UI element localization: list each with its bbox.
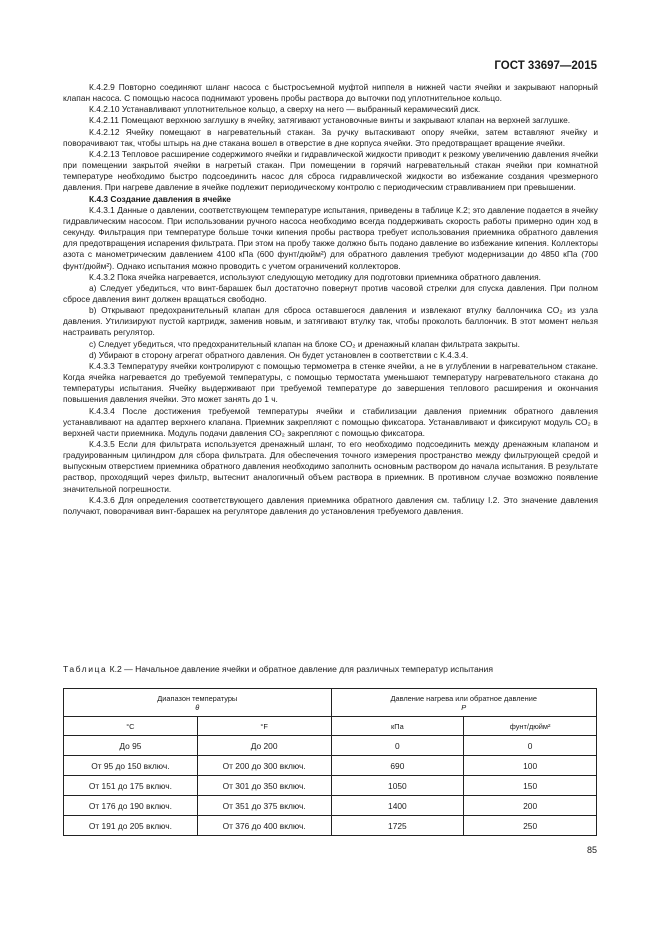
table-header-row bbox=[64, 689, 597, 717]
table-cell: 100 bbox=[464, 756, 597, 776]
table-units-row bbox=[64, 717, 597, 736]
paragraph: К.4.3.2 Пока ячейка нагревается, используют следующую методику для подготовки приемника обратного давления. bbox=[89, 271, 541, 282]
table-cell: От 176 до 190 включ. bbox=[64, 796, 198, 816]
table-cell: 150 bbox=[464, 776, 597, 796]
unit-psi: фунт/дюйм² bbox=[464, 717, 597, 736]
table-cell: 250 bbox=[464, 816, 597, 836]
table-cell: 690 bbox=[331, 756, 464, 776]
table-cell: 1050 bbox=[331, 776, 464, 796]
list-item: d) Убирают в сторону агрегат обратного давления. Он будет установлен в соответствии с К.4.3.4. bbox=[89, 349, 469, 360]
temperature-range-header bbox=[64, 689, 332, 717]
pressure-header bbox=[331, 689, 597, 717]
pressure-table bbox=[63, 688, 597, 836]
table-caption bbox=[63, 664, 598, 675]
paragraph: К.4.2.9 Повторно соединяют шланг насоса с быстросъемной муфтой ниппеля в нижней части ячейки и закрывают напорный клапан насоса. С помощью насоса поднимают уровень пробы раствора до выточки под уплотнительное кольцо. bbox=[63, 82, 598, 104]
list-item: a) Следует убедиться, что винт-барашек был достаточно повернут против часовой стрелки для спуска давления. При полном сбросе давления винт должен вращаться свободно. bbox=[63, 282, 598, 304]
table-caption-text: К.2 — Начальное давление ячейки и обратное давление для различных температур испытания bbox=[107, 664, 494, 674]
list-item: b) Открывают предохранительный клапан для сброса оставшегося давления и извлекают втулку баллончика CO₂ из узла давления. Утилизируют пустой картридж, заменив новым, и затягивают втулку так, чтобы проколоть баллончик. В этот момент нельзя настраивать регулятор. bbox=[63, 305, 598, 338]
pressure-title: Давление нагрева или обратное давление bbox=[390, 693, 537, 703]
table-cell: До 200 bbox=[197, 736, 331, 756]
paragraph: К.4.3.3 Температуру ячейки контролируют с помощью термометра в стенке ячейки, а не в углублении в нагревательном стакане. Когда ячейка нагревается до требуемой температуры, с помощью термостата уменьшают температуру нагревательного стакана до температуры испытания. Ячейку выдерживают при требуемой температуре до завершения теплового расширения и окончания повышения давления ячейки. Это может занять до 1 ч. bbox=[63, 360, 598, 405]
paragraph: К.4.3.1 Данные о давлении, соответствующем температуре испытания, приведены в таблице К.2; это давление подается в ячейку гидравлическим насосом. При использовании ручного насоса необходимо всегда поддерживать скорость работы примерно один ход в секунду. Фильтрация при температуре больше точки кипения пробы раствора требует использования приемника обратного давления для предотвращения испарения фильтрата. При этом на пробу также должно быть подано давление во избежание кипения. Коллекторы азота с манометрическим давлением 4100 кПа (600 фунт/дюйм²) для обратного давления требуют модернизации до 4850 кПа (700 фунт/дюйм²). Однако испытания можно проводить с учетом ограничений коллекторов. bbox=[63, 204, 598, 271]
table-cell: От 200 до 300 включ. bbox=[197, 756, 331, 776]
paragraph: К.4.2.10 Устанавливают уплотнительное кольцо, а сверху на него — выбранный керамический диск. bbox=[89, 104, 481, 115]
temperature-range-title: Диапазон температуры bbox=[157, 693, 238, 703]
table-row bbox=[64, 796, 597, 816]
paragraph: К.4.3.5 Если для фильтрата используется дренажный шланг, то его необходимо подсоединить между дренажным клапаном и градуированным цилиндром для сбора фильтрата. Для обеспечения точного измерения пространство между фильтрующей средой и выпускным отверстием приемника обратного давления необходимо заполнить основным раствором до начала испытания. В результате раствор, проходящий через фильтр, вытеснит аналогичный объем раствора в приемник. В противном случае возможно появление значительной погрешности. bbox=[63, 439, 598, 494]
table-row bbox=[64, 816, 597, 836]
paragraph: К.4.2.13 Тепловое расширение содержимого ячейки и гидравлической жидкости приводит к резкому увеличению давления ячейки при помещении закрытой ячейки в нагретый стакан. При помещении в горячий нагревательный стакан ячейки при комнатной температуре необходимо быстро подсоединить насос для сброса гидравлической жидкости во избежание создания чрезмерного давления. При нагреве давление в ячейке подлежит периодическому контролю с периодическим стравливанием при превышении. bbox=[63, 148, 598, 193]
body-text bbox=[63, 82, 598, 517]
unit-celsius: °С bbox=[64, 717, 198, 736]
unit-fahrenheit: °F bbox=[197, 717, 331, 736]
table-cell: От 301 до 350 включ. bbox=[197, 776, 331, 796]
table-cell: От 191 до 205 включ. bbox=[64, 816, 198, 836]
table-cell: 0 bbox=[331, 736, 464, 756]
table-row bbox=[64, 756, 597, 776]
table-row bbox=[64, 736, 597, 756]
list-item: c) Следует убедиться, что предохранительный клапан на блоке CO₂ и дренажный клапан фильтрата закрыты. bbox=[89, 338, 520, 349]
paragraph: К.4.3.6 Для определения соответствующего давления приемника обратного давления см. таблицу I.2. Это значение давления получают, поворачивая винт-барашек на регуляторе давления до установления требуемого давления. bbox=[63, 494, 598, 516]
table-row bbox=[64, 776, 597, 796]
paragraph: К.4.3.4 После достижения требуемой температуры ячейки и стабилизации давления приемник обратного давления устанавливают на адаптер верхнего клапана. Приемник закрепляют с помощью фиксатора. Устанавливают и фиксируют модуль CO₂ в верхней части приемника. Модуль подачи давления CO₂ закрепляют с помощью фиксатора. bbox=[63, 405, 598, 438]
table-cell: От 351 до 375 включ. bbox=[197, 796, 331, 816]
unit-kpa: кПа bbox=[331, 717, 464, 736]
table-cell: От 95 до 150 включ. bbox=[64, 756, 198, 776]
paragraph: К.4.2.12 Ячейку помещают в нагревательный стакан. За ручку вытаскивают опору ячейки, затем вставляют ячейку и поворачивают так, чтобы штырь на дне стакана вошел в отверстие в дне корпуса ячейки. Это предотвращает вращение ячейки. bbox=[63, 126, 598, 148]
table-cell: До 95 bbox=[64, 736, 198, 756]
temperature-symbol: θ bbox=[195, 702, 200, 712]
document-code: ГОСТ 33697—2015 bbox=[494, 60, 597, 72]
table-cell: От 376 до 400 включ. bbox=[197, 816, 331, 836]
table-cell: 200 bbox=[464, 796, 597, 816]
table-cell: 1400 bbox=[331, 796, 464, 816]
table-cell: От 151 до 175 включ. bbox=[64, 776, 198, 796]
paragraph: К.4.2.11 Помещают верхнюю заглушку в ячейку, затягивают установочные винты и закрывают клапан на верхней заглушке. bbox=[89, 115, 571, 126]
section-heading: К.4.3 Создание давления в ячейке bbox=[89, 193, 231, 204]
pressure-symbol: P bbox=[461, 702, 467, 712]
table-cell: 1725 bbox=[331, 816, 464, 836]
table-cell: 0 bbox=[464, 736, 597, 756]
table-caption-label: Таблица bbox=[63, 664, 108, 674]
page-number: 85 bbox=[586, 845, 597, 855]
